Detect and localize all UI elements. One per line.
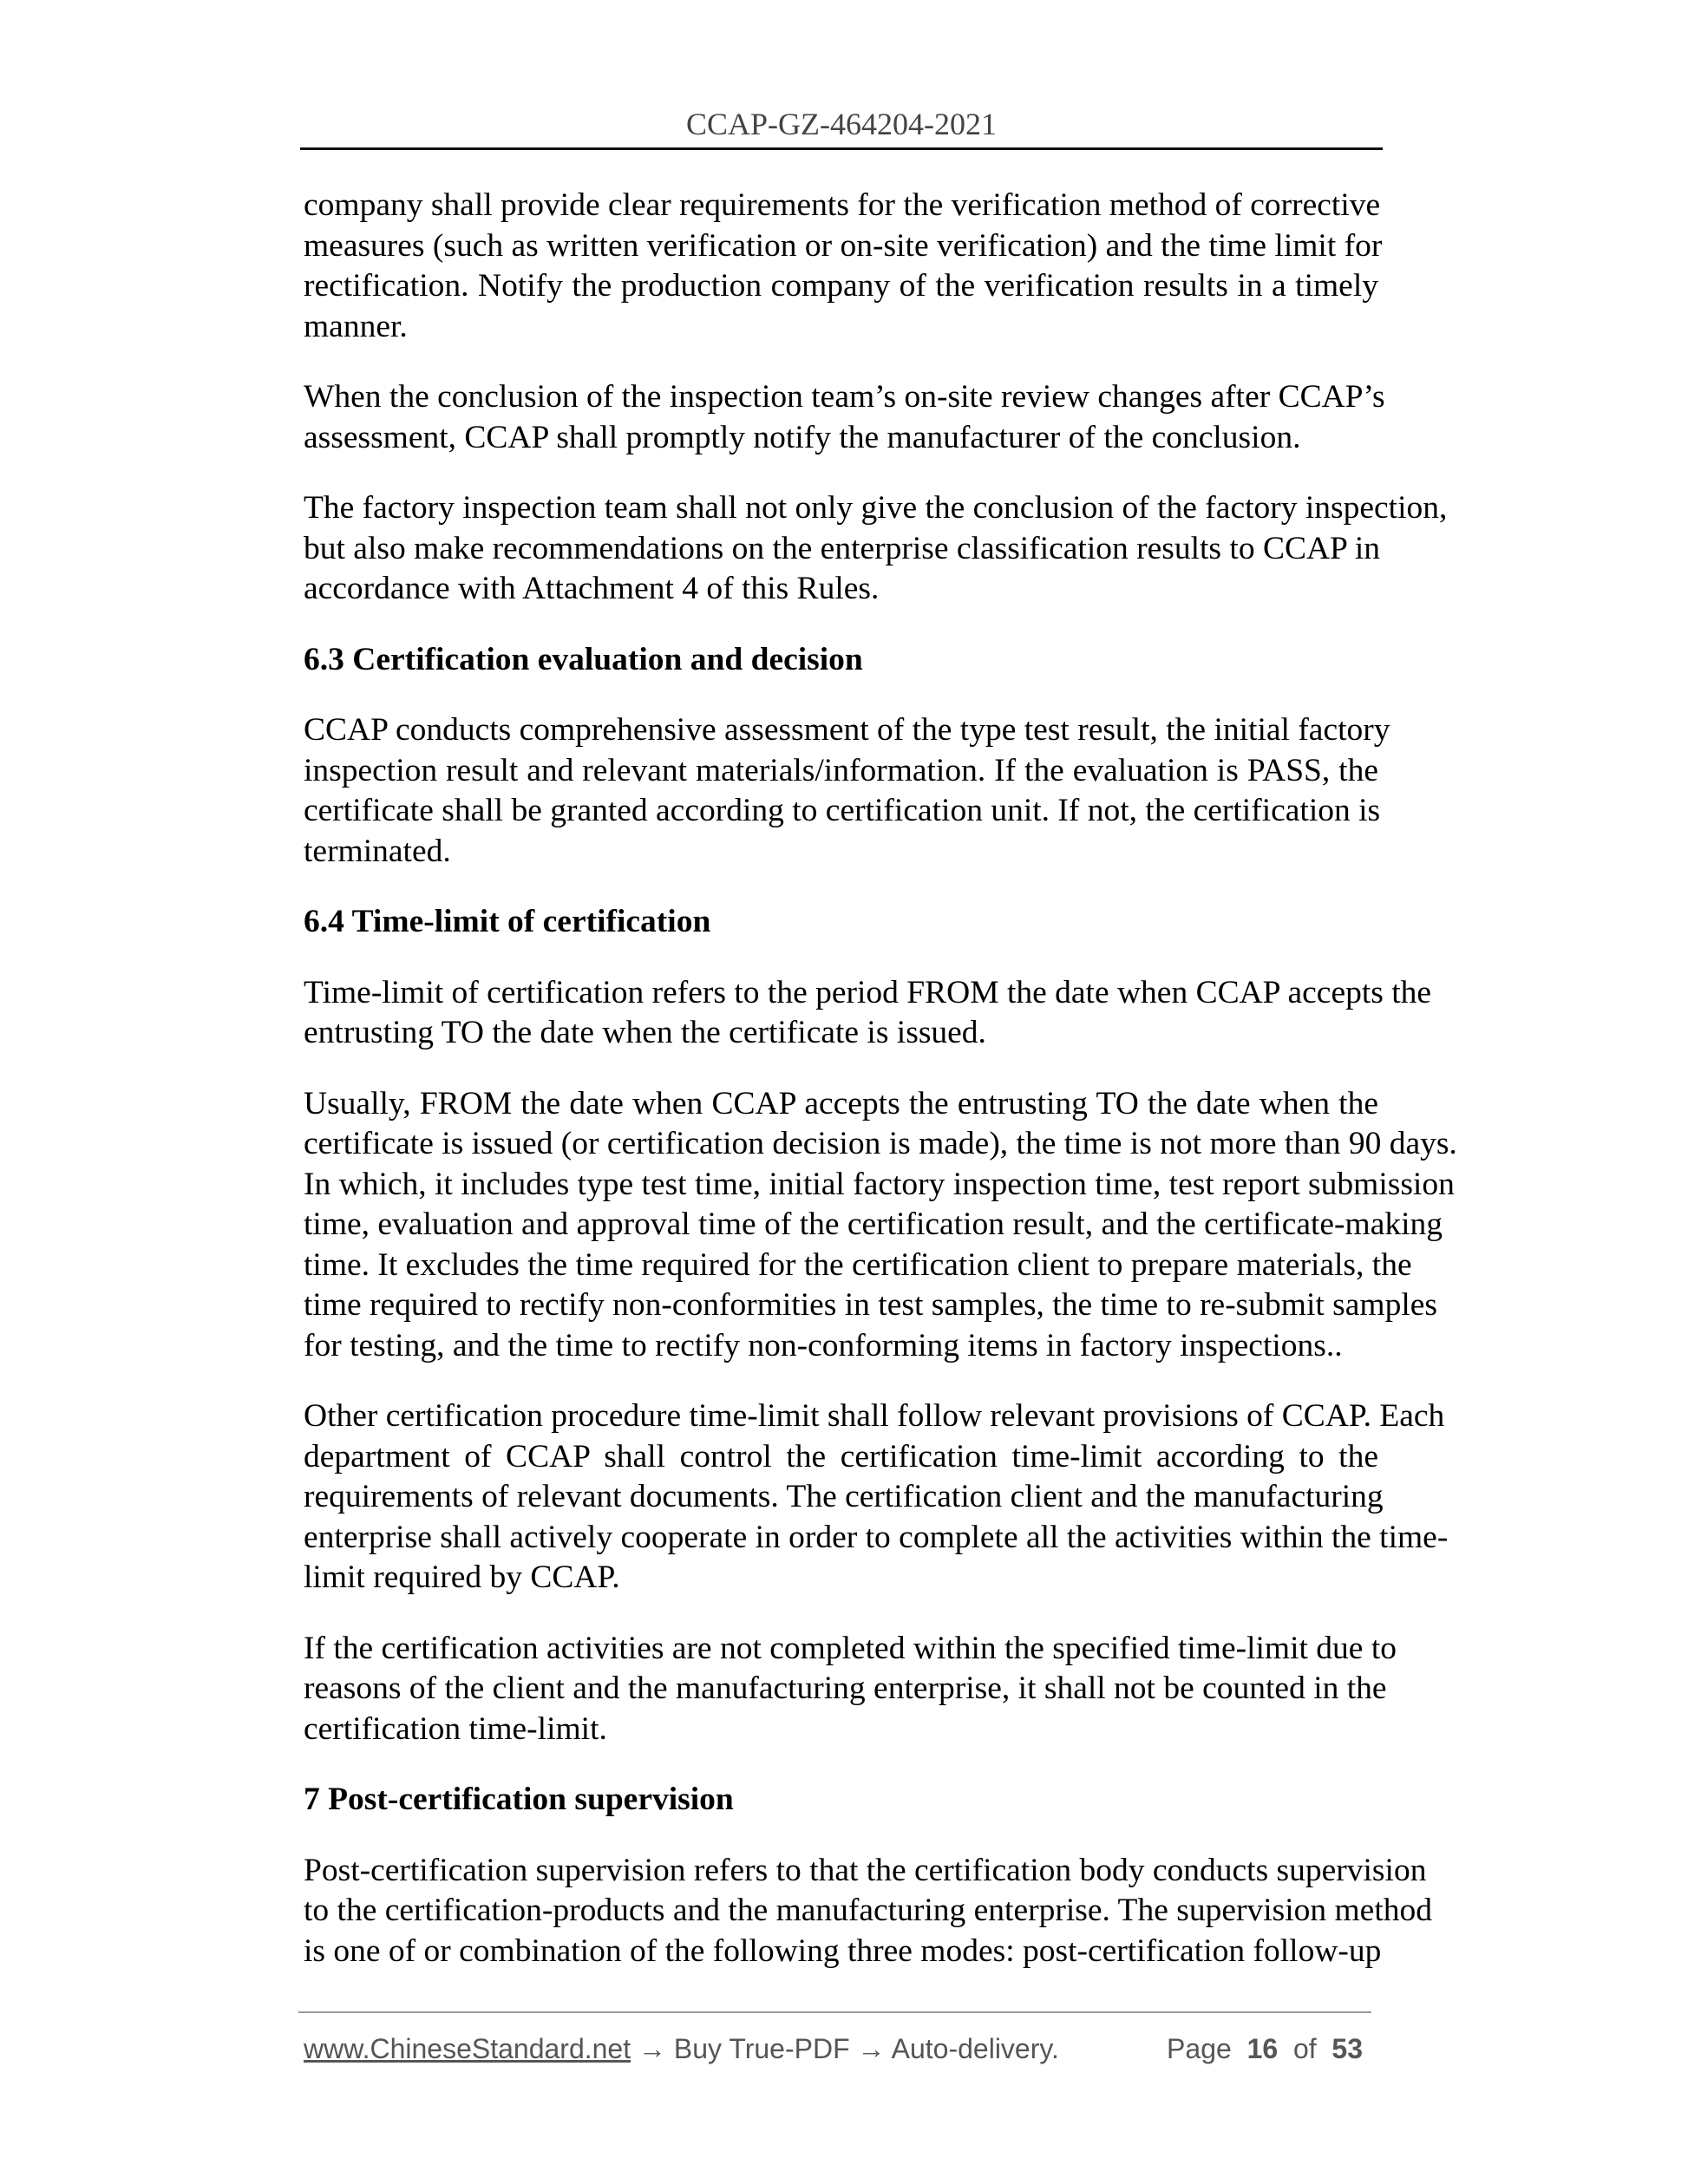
paragraph	[304, 1629, 1397, 1750]
text-line: Time-limit of certification refers to the period FROM the date when CCAP accepts the	[304, 974, 1432, 1010]
text-line: 7 Post-certification supervision	[304, 1782, 734, 1817]
page-total: 53	[1331, 2033, 1363, 2064]
text-line: for testing, and the time to rectify non-conforming items in factory inspections..	[304, 1327, 1343, 1363]
section-heading	[304, 640, 1378, 681]
text-line: time required to rectify non-conformities in test samples, the time to re-submit samples	[304, 1287, 1437, 1323]
text-line: limit required by CCAP.	[304, 1560, 620, 1595]
footer	[304, 2033, 1371, 2065]
text-line: certificate is issued (or certification decision is made), the time is not more than 90 days.	[304, 1126, 1457, 1161]
text-line: Post-certification supervision refers to that the certification body conducts supervision	[304, 1852, 1427, 1888]
text-line: If the certification activities are not completed within the specified time-limit due to	[304, 1630, 1397, 1666]
text-line: 6.4 Time-limit of certification	[304, 904, 711, 939]
text-line: company shall provide clear requirements for the verification method of corrective	[304, 187, 1381, 223]
page-label: Page	[1167, 2033, 1232, 2064]
paragraph	[304, 488, 1448, 610]
paragraph	[304, 1084, 1457, 1367]
text-line: measures (such as written verification or on-site verification) and the time limit for	[304, 227, 1383, 264]
text-line: rectification. Notify the production company of the verification results in a timely	[304, 268, 1378, 304]
text-line: Usually, FROM the date when CCAP accepts the entrusting TO the date when the	[304, 1085, 1378, 1121]
document-body	[304, 186, 1457, 2002]
text-line: department of CCAP shall control the certification time-limit according to the	[304, 1438, 1378, 1475]
header-rule	[300, 147, 1383, 150]
document-id-header: CCAP-GZ-464204-2021	[686, 107, 997, 141]
paragraph	[304, 710, 1390, 872]
website-link[interactable]: www.ChineseStandard.net	[304, 2033, 631, 2064]
text-line: assessment, CCAP shall promptly notify the manufacturer of the conclusion.	[304, 419, 1301, 455]
text-line: In which, it includes type test time, initial factory inspection time, test report submission	[304, 1166, 1455, 1202]
paragraph	[304, 973, 1432, 1054]
paragraph	[304, 1851, 1432, 1972]
text-line: When the conclusion of the inspection team’s on-site review changes after CCAP’s	[304, 379, 1385, 415]
text-line: time. It excludes the time required for the certification client to prepare materials, the	[304, 1246, 1412, 1283]
paragraph	[304, 1396, 1449, 1599]
text-line: Other certification procedure time-limit shall follow relevant provisions of CCAP. Each	[304, 1398, 1445, 1434]
text-line: The factory inspection team shall not only give the conclusion of the factory inspection,	[304, 490, 1448, 526]
text-line: is one of or combination of the following three modes: post-certification follow-up	[304, 1932, 1382, 1969]
page-indicator	[1167, 2033, 1371, 2065]
paragraph	[304, 186, 1383, 347]
text-line: certification time-limit.	[304, 1710, 607, 1747]
text-line: time, evaluation and approval time of the certification result, and the certificate-making	[304, 1206, 1443, 1242]
paragraph	[304, 377, 1385, 458]
text-line: CCAP conducts comprehensive assessment of the type test result, the initial factory	[304, 712, 1390, 748]
text-line: terminated.	[304, 833, 451, 869]
of-label: of	[1292, 2033, 1317, 2064]
section-heading	[304, 1780, 1378, 1821]
arrow-icon: →	[638, 2033, 666, 2064]
text-line: certificate shall be granted according to certification unit. If not, the certification is	[304, 793, 1381, 828]
text-line: reasons of the client and the manufacturing enterprise, it shall not be counted in the	[304, 1671, 1387, 1706]
text-line: but also make recommendations on the enterprise classification results to CCAP in	[304, 530, 1381, 566]
section-heading	[304, 902, 1378, 943]
text-line: accordance with Attachment 4 of this Rules.	[304, 571, 880, 606]
arrow-icon: →	[857, 2033, 886, 2064]
delivery-text: Auto-delivery.	[891, 2033, 1059, 2064]
text-line: 6.3 Certification evaluation and decision	[304, 641, 863, 677]
page-number: 16	[1246, 2033, 1279, 2064]
text-line: manner.	[304, 308, 408, 344]
footer-rule	[298, 2011, 1371, 2013]
text-line: enterprise shall actively cooperate in order to complete all the activities within the time-	[304, 1519, 1449, 1555]
buy-text: Buy True-PDF	[673, 2033, 850, 2064]
text-line: requirements of relevant documents. The certification client and the manufacturing	[304, 1479, 1384, 1514]
footer-promo	[304, 2033, 1059, 2065]
text-line: to the certification-products and the manufacturing enterprise. The supervision method	[304, 1893, 1432, 1928]
text-line: inspection result and relevant materials/information. If the evaluation is PASS, the	[304, 752, 1378, 788]
text-line: entrusting TO the date when the certificate is issued.	[304, 1015, 986, 1050]
